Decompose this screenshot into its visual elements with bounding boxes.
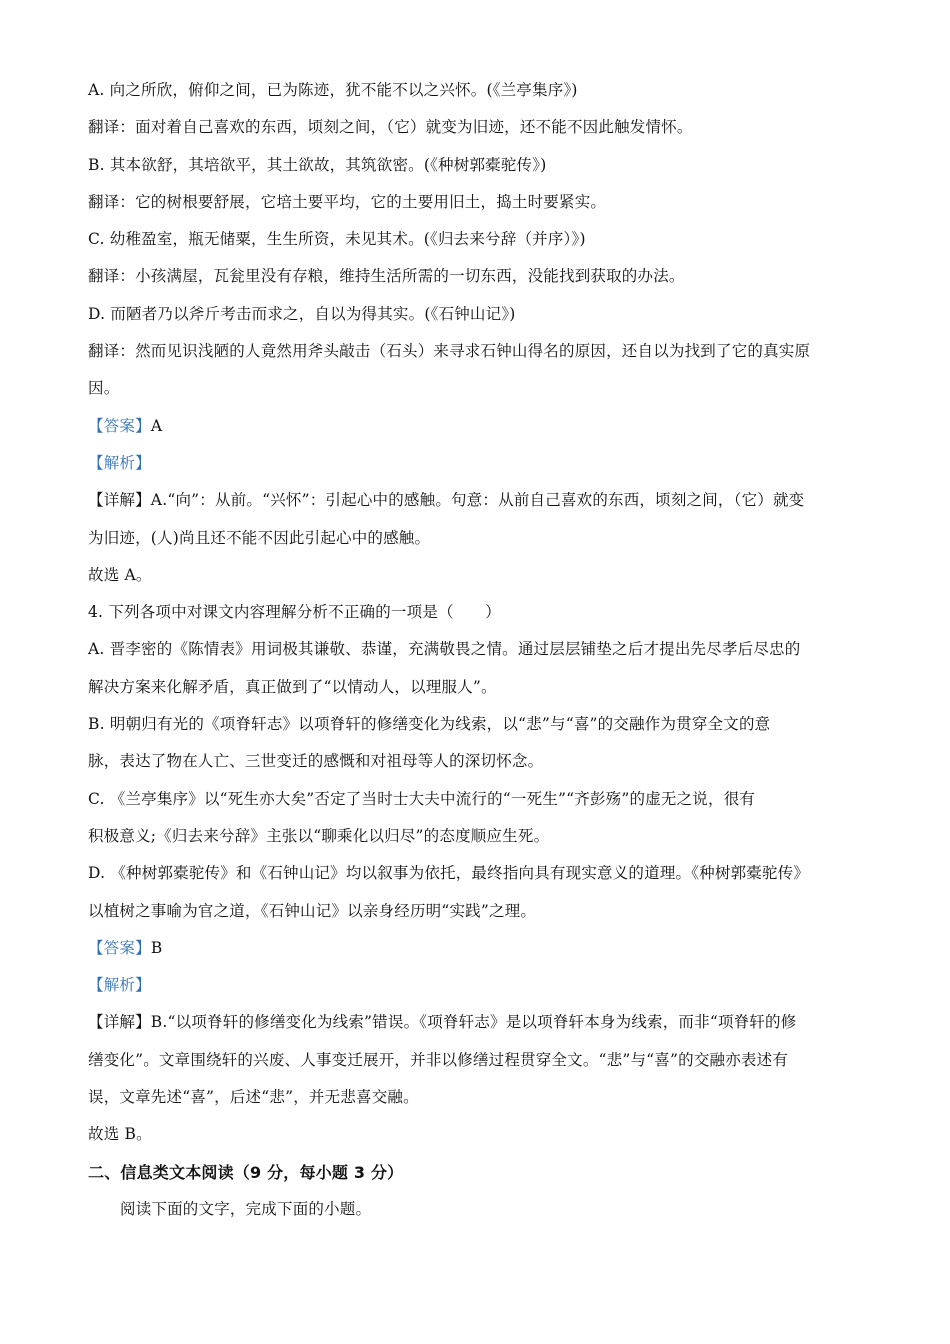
q4-option-b-line1: B. 明朝归有光的《项脊轩志》以项脊轩的修缮变化为线索，以“悲”与“喜”的交融作为贯穿全文的意: [88, 715, 771, 734]
q4-detail-line3: 误，文章先述“喜”，后述“悲”，并无悲喜交融。: [88, 1088, 419, 1107]
q4-detail-line1: 【详解】B.“以项脊轩的修缮变化为线索”错误。《项脊轩志》是以项脊轩本身为线索，而非“项脊轩的修: [88, 1013, 797, 1032]
q3-translation-a: 翻译：面对着自己喜欢的东西，顷刻之间，（它）就变为旧迹，还不能不因此触发情怀。: [88, 118, 693, 137]
q4-option-d-line2: 以植树之事喻为官之道，《石钟山记》以亲身经历明“实践”之理。: [88, 901, 537, 920]
q4-option-b-line2: 脉，表达了物在人亡、三世变迁的感慨和对祖母等人的深切怀念。: [88, 752, 544, 771]
q4-conclusion: 故选 B。: [88, 1125, 152, 1144]
section-instruction: 阅读下面的文字，完成下面的小题。: [120, 1199, 372, 1218]
q4-analysis-tag: 【解析】: [88, 976, 151, 995]
q4-option-d-line1: D. 《种树郭橐驼传》和《石钟山记》均以叙事为依托，最终指向具有现实意义的道理。《种树郭橐驼传》: [88, 864, 810, 883]
q3-translation-b: 翻译：它的树根要舒展，它培土要平均，它的土要用旧土，捣土时要紧实。: [88, 192, 607, 211]
q3-translation-d-line1: 翻译：然而见识浅陋的人竟然用斧头敲击（石头）来寻求石钟山得名的原因，还自以为找到了它的真实原: [88, 342, 811, 361]
q3-analysis-tag: 【解析】: [88, 453, 151, 472]
q4-option-a-line1: A. 晋李密的《陈情表》用词极其谦敬、恭谨，充满敬畏之情。通过层层铺垫之后才提出先尽孝后尽忠的: [88, 640, 801, 659]
q3-conclusion: 故选 A。: [88, 565, 152, 584]
q4-option-a-line2: 解决方案来化解矛盾，真正做到了“以情动人，以理服人”。: [88, 677, 497, 696]
q3-detail-line2: 为旧迹，(人)尚且还不能不因此引起心中的感触。: [88, 528, 431, 547]
q4-answer: [88, 930, 868, 967]
section-heading: 二、信息类文本阅读（9 分，每小题 3 分）: [88, 1162, 404, 1182]
q3-translation-d-line2: 因。: [88, 379, 120, 398]
q3-option-d: D. 而陋者乃以斧斤考击而求之，自以为得其实。(《石钟山记》): [88, 304, 516, 323]
answer-value: B: [150, 938, 163, 957]
q3-detail-line1: 【详解】A.“向”：从前。“兴怀”：引起心中的感触。句意：从前自己喜欢的东西，顷刻之间，（它）就变: [88, 491, 805, 510]
q4-detail-line2: 缮变化”。文章围绕轩的兴废、人事变迁展开，并非以修缮过程贯穿全文。“悲”与“喜”的交融亦表述有: [88, 1050, 789, 1069]
q3-option-b: B. 其本欲舒，其培欲平，其土欲故，其筑欲密。(《种树郭橐驼传》): [88, 155, 547, 174]
answer-tag: 【答案】: [88, 416, 151, 435]
answer-tag: 【答案】: [88, 938, 151, 957]
q4-option-c-line2: 积极意义;《归去来兮辞》主张以“聊乘化以归尽”的态度顺应生死。: [88, 826, 550, 845]
q4-stem: 4. 下列各项中对课文内容理解分析不正确的一项是（ ）: [88, 603, 501, 622]
q3-option-c: C. 幼稚盈室，瓶无储粟，生生所资，未见其术。(《归去来兮辞（并序）》): [88, 230, 586, 249]
answer-value: A: [150, 416, 163, 435]
q3-option-a: A. 向之所欣，俯仰之间，已为陈迹，犹不能不以之兴怀。(《兰亭集序》): [88, 81, 578, 99]
document-page: [88, 72, 868, 1228]
q4-option-c-line1: C. 《兰亭集序》以“死生亦大矣”否定了当时士大夫中流行的“一死生”“齐彭殇”的虚无之说，很有: [88, 789, 756, 808]
q3-translation-c: 翻译：小孩满屋，瓦瓮里没有存粮，维持生活所需的一切东西，没能找到获取的办法。: [88, 267, 685, 286]
q3-answer: [88, 408, 868, 445]
